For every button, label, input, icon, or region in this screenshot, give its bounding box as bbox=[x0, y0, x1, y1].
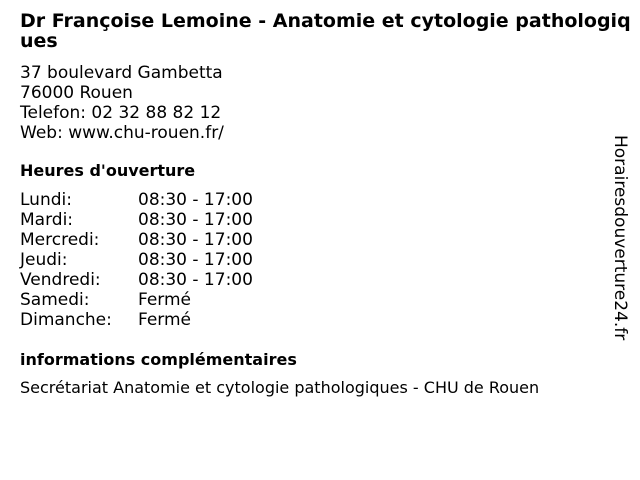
hours-time: Fermé bbox=[138, 310, 192, 330]
hours-row-mercredi bbox=[20, 230, 632, 250]
hours-row-lundi bbox=[20, 190, 632, 210]
opening-hours-heading: Heures d'ouverture bbox=[20, 161, 196, 180]
address-street: 37 boulevard Gambetta bbox=[20, 63, 223, 83]
address-block bbox=[20, 63, 632, 143]
additional-info-heading: informations complémentaires bbox=[20, 350, 297, 369]
hours-day: Samedi: bbox=[20, 290, 90, 310]
hours-row-samedi bbox=[20, 290, 632, 310]
hours-day: Mardi: bbox=[20, 210, 74, 230]
hours-row-dimanche bbox=[20, 310, 632, 330]
hours-time: 08:30 - 17:00 bbox=[138, 230, 253, 250]
hours-time: 08:30 - 17:00 bbox=[138, 270, 253, 290]
brand-watermark: Horairesdouverture24.fr bbox=[610, 135, 630, 341]
page-content bbox=[20, 11, 632, 398]
hours-row-vendredi bbox=[20, 270, 632, 290]
hours-time: 08:30 - 17:00 bbox=[138, 250, 253, 270]
hours-day: Vendredi: bbox=[20, 270, 101, 290]
hours-day: Dimanche: bbox=[20, 310, 112, 330]
hours-time: Fermé bbox=[138, 290, 192, 310]
hours-row-jeudi bbox=[20, 250, 632, 270]
hours-row-mardi bbox=[20, 210, 632, 230]
hours-time: 08:30 - 17:00 bbox=[138, 210, 253, 230]
opening-hours-table bbox=[20, 190, 632, 330]
address-phone: Telefon: 02 32 88 82 12 bbox=[20, 103, 222, 123]
hours-day: Lundi: bbox=[20, 190, 72, 210]
address-city: 76000 Rouen bbox=[20, 83, 133, 103]
hours-day: Jeudi: bbox=[20, 250, 68, 270]
hours-day: Mercredi: bbox=[20, 230, 100, 250]
additional-info-text: Secrétariat Anatomie et cytologie pathologiques - CHU de Rouen bbox=[20, 378, 540, 397]
hours-time: 08:30 - 17:00 bbox=[138, 190, 253, 210]
page-title: Dr Françoise Lemoine - Anatomie et cytologie pathologiques bbox=[20, 10, 631, 52]
address-web: Web: www.chu-rouen.fr/ bbox=[20, 123, 224, 143]
